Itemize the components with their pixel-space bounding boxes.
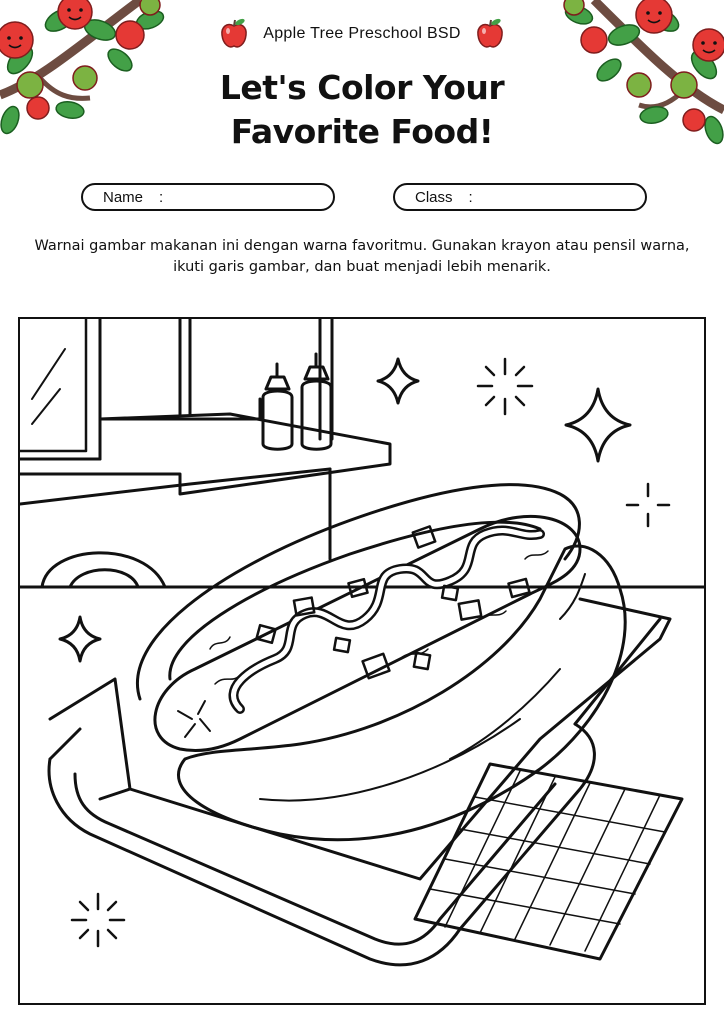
class-label: Class [415, 188, 453, 206]
ketchup-bottle [263, 364, 292, 449]
sparkle-burst-icon [72, 359, 669, 946]
class-separator: : [468, 188, 473, 206]
hot-dog-illustration [20, 319, 704, 1003]
school-row [0, 16, 724, 52]
coloring-frame[interactable] [18, 317, 706, 1005]
mustard-squiggle [233, 530, 540, 709]
name-label: Name [103, 188, 144, 206]
name-separator: : [159, 188, 164, 206]
instructions-text: Warnai gambar makanan ini dengan warna favoritmu. Gunakan krayon atau pensil warna, ikuti garis gambar, dan buat menjadi lebih menarik. [34, 238, 690, 275]
mustard-bottle [302, 354, 331, 449]
title-line-2: Favorite Food! [230, 112, 494, 151]
onion-cubes [256, 526, 529, 678]
page-header [0, 16, 724, 154]
school-name: Apple Tree Preschool BSD [263, 25, 461, 42]
sparkle-icon [60, 359, 630, 661]
title-line-1: Let's Color Your [219, 68, 505, 107]
page-title [0, 66, 724, 154]
apple-icon [475, 18, 505, 50]
class-field[interactable] [393, 183, 647, 211]
apple-icon [219, 18, 249, 50]
name-field[interactable] [81, 183, 335, 211]
